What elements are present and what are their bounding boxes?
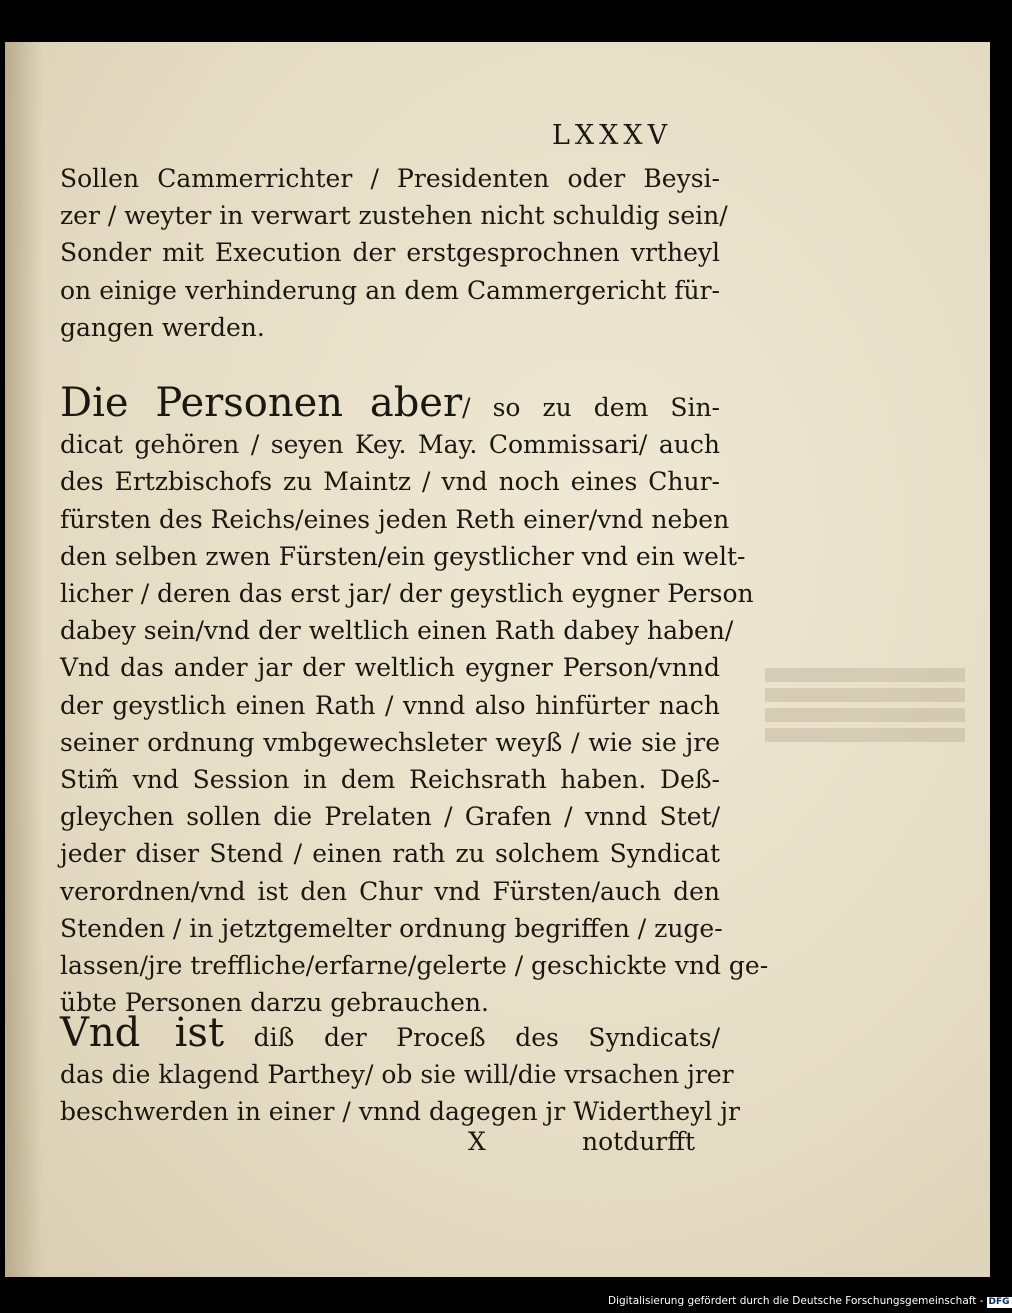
text-line: lassen/jre treffliche/erfarne/gelerte / geschickte vnd ge-	[60, 951, 769, 981]
text-line: jeder diser Stend / einen rath zu solchem Syndicat	[60, 839, 720, 869]
text-line: übte Personen darzu gebrauchen.	[60, 988, 489, 1018]
lead-words: Die Personen aber	[60, 380, 463, 426]
text-line: fürsten des Reichs/eines jeden Reth einer/vnd neben	[60, 504, 730, 534]
bleed-through-texture	[765, 662, 965, 782]
text-line-first	[60, 380, 720, 426]
text-line: das die klagend Parthey/ ob sie will/die vrsachen jrer	[60, 1060, 734, 1090]
text-line-first	[60, 1010, 720, 1056]
text-line: beschwerden in einer / vnnd dagegen jr Widertheyl jr	[60, 1097, 740, 1127]
digitization-credit	[608, 1295, 1012, 1308]
paragraph-1	[60, 160, 728, 346]
text-line: des Ertzbischofs zu Maintz / vnd noch eines Chur-	[60, 467, 720, 497]
signature-mark: X	[468, 1127, 486, 1156]
paragraph-2	[60, 380, 769, 1021]
lead-words: Vnd ist	[60, 1010, 225, 1056]
text-line: den selben zwen Fürsten/ein geystlicher vnd ein welt-	[60, 541, 746, 571]
text-line: dicat gehören / seyen Key. May. Commissari/ auch	[60, 430, 720, 460]
text-line: licher / deren das erst jar/ der geystlich eygner Person	[60, 579, 754, 609]
text-line: Stim̃ vnd Session in dem Reichsrath haben. Deß-	[60, 765, 720, 795]
text-line: zer / weyter in verwart zustehen nicht schuldig sein/	[60, 201, 728, 231]
text-line: verordnen/vnd ist den Chur vnd Fürsten/auch den	[60, 876, 720, 906]
text-line: gangen werden.	[60, 312, 265, 342]
catchword: notdurfft	[582, 1127, 696, 1156]
text-line: gleychen sollen die Prelaten / Grafen / vnnd Stet/	[60, 802, 720, 832]
paragraph-3	[60, 1010, 740, 1131]
folio-number: LXXXV	[552, 120, 673, 151]
lead-line-rest: / so zu dem Sin-	[462, 393, 720, 422]
gutter-shadow	[5, 42, 43, 1277]
credit-text: Digitalisierung gefördert durch die Deutsche Forschungsgemeinschaft -	[608, 1295, 984, 1307]
text-line: Sollen Cammerrichter / Presidenten oder Beysi-	[60, 164, 720, 193]
text-line: dabey sein/vnd der weltlich einen Rath dabey haben/	[60, 616, 734, 646]
text-line: Stenden / in jetztgemelter ordnung begriffen / zuge-	[60, 913, 723, 943]
text-line: on einige verhinderung an dem Cammergericht für-	[60, 275, 720, 305]
text-line: seiner ordnung vmbgewechsleter weyß / wie sie jre	[60, 727, 720, 757]
text-line: Vnd das ander jar der weltlich eygner Person/vnnd	[60, 653, 720, 683]
text-line: Sonder mit Execution der erstgesprochnen vrtheyl	[60, 238, 720, 268]
lead-line-rest: diß der Proceß des Syndicats/	[253, 1023, 720, 1052]
dfg-logo-icon: DFG	[988, 1297, 1010, 1307]
text-line: der geystlich einen Rath / vnnd also hinfürter nach	[60, 690, 720, 720]
